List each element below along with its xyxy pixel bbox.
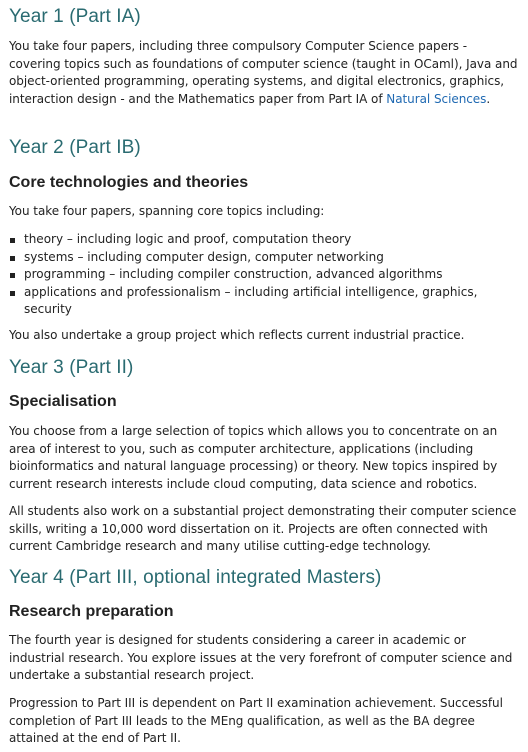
year3-paragraph-1: You choose from a large selection of topics which allows you to concentrate on an area of interest to you, such as computer architecture, applications (including bioinformatics and natural language processing) or theory. New topics inspired by current research interests include cloud computing, data science and robotics. [9,424,498,491]
year4-heading: Year 4 (Part III, optional integrated Masters) [9,567,382,588]
year1-paragraph-end: . [486,91,491,106]
list-item: applications and professionalism – including artificial intelligence, graphics, security [9,284,521,319]
year4-subheading: Research preparation [9,603,174,620]
year3-subheading: Specialisation [9,393,117,410]
list-item: programming – including compiler construction, advanced algorithms [9,266,521,284]
year2-outro: You also undertake a group project which reflects current industrial practice. [9,328,465,342]
year2-topic-list [9,231,521,319]
year4-paragraph-1: The fourth year is designed for students considering a career in academic or industrial research. You explore issues at the very forefront of computer science and undertake a substantial research project. [9,633,513,682]
list-item: systems – including computer design, computer networking [9,249,521,267]
year2-subheading: Core technologies and theories [9,174,249,191]
year2-heading: Year 2 (Part IB) [9,137,141,158]
year3-paragraph-2: All students also work on a substantial project demonstrating their computer science skills, writing a 10,000 word dissertation on it. Projects are often connected with current Cambridge research and many utilise cutting-edge technology. [9,504,517,553]
year1-heading: Year 1 (Part IA) [9,6,141,27]
year3-heading: Year 3 (Part II) [9,357,134,378]
year2-intro: You take four papers, spanning core topics including: [9,204,325,218]
year4-paragraph-2: Progression to Part III is dependent on Part II examination achievement. Successful completion of Part III leads to the MEng qualification, as well as the BA degree attained at the end of Part II. [9,696,503,745]
year1-paragraph-text: You take four papers, including three compulsory Computer Science papers - covering topics such as foundations of computer science (taught in OCaml), Java and object-oriented programming, operating systems, and digital electronics, graphics, interaction design - and the Mathematics paper from Part IA of [9,39,518,106]
list-item: theory – including logic and proof, computation theory [9,231,521,249]
natural-sciences-link[interactable]: Natural Sciences [386,91,487,106]
year1-paragraph [9,38,521,108]
